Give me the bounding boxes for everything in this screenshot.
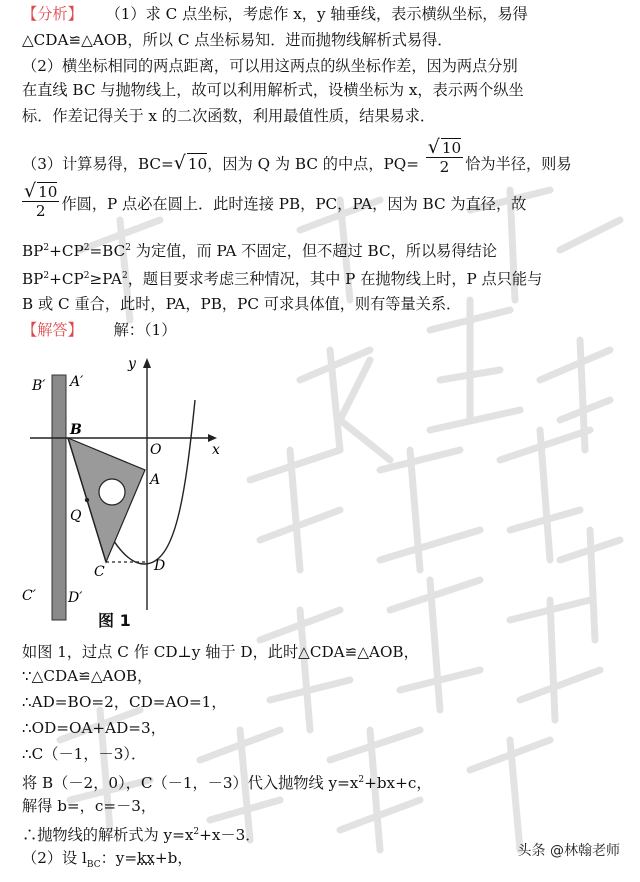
analysis-line-10: B 或 C 重合，此时，PA，PB，PC 可求具体值，则有等量关系． xyxy=(22,295,462,313)
solution-line-3: ∴AD=BO=2，CD=AO=1， xyxy=(22,693,227,711)
label-d: D xyxy=(154,558,166,574)
y-axis-arrow xyxy=(143,358,151,368)
solution-line-4: ∴OD=OA+AD=3， xyxy=(22,719,166,737)
analysis-line-8: $BP^2+CP^2=BC^2$ 为定值，而 PA 不固定，但不超过 BC，所以易得结论 xyxy=(22,242,497,261)
label-a: A xyxy=(150,472,161,488)
sqrt-value: 10 xyxy=(187,155,208,173)
solution-line-6: 将 B（－2，0），C（－1，－3）代入抛物线 $y=x^2+bx+c$， xyxy=(22,774,432,793)
analysis-line-9: $BP^2+CP^2\ge PA^2$，题目要求考虑三种情况，其中 P 在抛物线上时，P 点只能与 xyxy=(22,270,543,289)
vertical-bar xyxy=(52,375,66,620)
label-b: B xyxy=(70,422,82,438)
sqrt-value: 10 xyxy=(38,183,58,201)
denominator: 2 xyxy=(439,158,450,176)
label-c-prime: C′ xyxy=(22,588,36,604)
solution-header xyxy=(22,320,176,340)
text-segment: ，因为 Q 为 BC 的中点，PQ= xyxy=(207,155,419,173)
solution-intro: 解：（1） xyxy=(113,321,177,339)
solution-line-2: ∵△CDA≌△AOB， xyxy=(22,667,153,685)
label-b-prime: B′ xyxy=(32,378,46,394)
fraction: $\frac{√ 10}{2}$ xyxy=(427,136,462,176)
analysis-line-5: 标．作差记得关于 x 的二次函数，利用最值性质，结果易求． xyxy=(22,107,436,125)
text-segment: 恰为半径，则易 xyxy=(465,155,572,173)
label-d-prime: D′ xyxy=(68,590,83,606)
solution-tag: 【解答】 xyxy=(22,321,83,339)
solution-line-5: ∴C（－1，－3）． xyxy=(22,745,147,763)
x-axis-arrow xyxy=(208,434,217,442)
analysis-line-3: （2）横坐标相同的两点距离，可以用这两点的纵坐标作差，因为两点分别 xyxy=(22,57,518,75)
analysis-line-6: （3）计算易得，BC=√ 10，因为 Q 为 BC 的中点，PQ= $\frac{√ 10}{2}$ 恰为半径，则易 xyxy=(22,136,572,176)
fraction: $\frac{√ 10}{2}$ xyxy=(24,180,58,220)
solution-line-8: ∴抛物线的解析式为 $y=x^2+x-3$． xyxy=(22,826,261,845)
denominator: 2 xyxy=(35,202,46,220)
triangle-hole xyxy=(99,479,125,505)
text-segment: （3）计算易得，BC= xyxy=(22,155,174,173)
author-credit: 头条 @林翰老师 xyxy=(517,843,620,859)
analysis-line-4: 在直线 BC 与抛物线上，故可以利用解析式，设横坐标为 x，表示两个纵坐 xyxy=(22,81,524,99)
label-x: x xyxy=(212,442,220,458)
analysis-text: （1）求 C 点坐标，考虑作 x，y 轴垂线，表示横纵坐标，易得 xyxy=(105,5,528,23)
solution-line-7: 解得 b=，c=－3， xyxy=(22,797,157,815)
label-q: Q xyxy=(70,508,82,524)
sqrt-value: 10 xyxy=(441,139,462,157)
geometry-figure xyxy=(20,350,235,625)
label-o: O xyxy=(150,442,162,458)
label-c: C xyxy=(94,564,105,580)
analysis-line-7 xyxy=(22,180,527,224)
analysis-line-1 xyxy=(22,4,528,24)
point-Q xyxy=(85,498,89,502)
solution-line-9: （2）设 $l_{BC}$：y=kx+b， xyxy=(22,849,193,871)
analysis-tag: 【分析】 xyxy=(22,5,83,23)
analysis-line-2: △CDA≌△AOB，所以 C 点坐标易知．进而抛物线解析式易得． xyxy=(22,31,453,49)
label-a-prime: A′ xyxy=(70,374,84,390)
figure-caption: 图 1 xyxy=(98,611,131,630)
label-y: y xyxy=(128,356,136,372)
solution-line-1: 如图 1，过点 C 作 CD⊥y 轴于 D，此时△CDA≌△AOB， xyxy=(22,643,419,661)
text-segment: 作圆，P 点必在圆上．此时连接 PB，PC，PA，因为 BC 为直径，故 xyxy=(61,195,527,213)
